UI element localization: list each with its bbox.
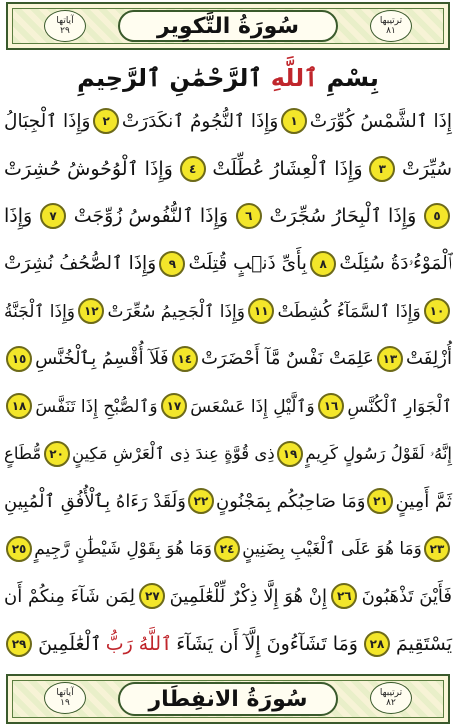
basmala-rahman-rahim: ٱلرَّحْمَٰنِ ٱلرَّحِيمِ: [77, 64, 263, 92]
verse-line: [4, 623, 452, 665]
ayah-number-marker: ١٦: [318, 393, 344, 419]
basmala-allah: ٱللَّهِ: [270, 64, 319, 92]
verse-text: فَلَآ أُقْسِمُ بِٱلْخُنَّسِ: [35, 348, 169, 369]
verse-text: ٱلْمَوْءُۥدَةُ سُئِلَتْ: [339, 253, 452, 274]
ayah-number-marker: ٢٥: [6, 536, 32, 562]
verse-text: مُّطَاعٍ: [4, 444, 42, 463]
surah-title: سُورَةُ التَّكوِير: [156, 13, 300, 39]
ayah-number-marker: ٤: [180, 156, 206, 182]
verse-text: وَإِذَا ٱلْبِحَارُ سُجِّرَتْ: [269, 205, 417, 227]
verse-line: [4, 290, 452, 332]
ayah-number-marker: ٢٣: [424, 536, 450, 562]
ayah-number-marker: ٧: [40, 203, 66, 229]
ayah-number-marker: ٢٧: [139, 583, 165, 609]
verse-text: وَإِذَا ٱلْعِشَارُ عُطِّلَتْ: [212, 157, 363, 180]
verse-line: [4, 148, 452, 190]
surah-order-label: ترتيبها: [379, 688, 403, 698]
ayah-number-marker: ٣: [369, 156, 395, 182]
verse-text: وَإِذَا ٱلسَّمَآءُ كُشِطَتْ: [277, 301, 421, 322]
ayah-number-marker: ٦: [236, 203, 262, 229]
surah-title-cartouche: [118, 682, 338, 716]
ayah-number-marker: ١٣: [377, 346, 403, 372]
ayah-number-marker: ١٢: [78, 298, 104, 324]
verse-text: إِذَا ٱلشَّمْسُ كُوِّرَتْ: [309, 110, 452, 132]
next-surah-banner: [6, 674, 450, 724]
verse-line: [4, 385, 452, 427]
verse-text: وَإِذَا ٱلْجَنَّةُ: [4, 301, 76, 322]
verse-line: [4, 243, 452, 285]
ayah-number-marker: ٨: [310, 251, 336, 277]
ayah-number-marker: ٥: [424, 203, 450, 229]
verse-text: وَإِذَا: [4, 205, 33, 227]
ayah-number-marker: ٢٢: [188, 488, 214, 514]
verse-text: لِمَن شَآءَ مِنكُمْ أَن: [4, 585, 136, 607]
ayah-number-marker: ١: [281, 108, 307, 134]
verse-text: ثَمَّ أَمِينٍ: [395, 490, 452, 512]
verse-count-label: آياتها: [56, 688, 74, 698]
verse-text: عَلِمَتْ نَفْسٌ مَّآ أَحْضَرَتْ: [200, 348, 374, 369]
verse-count-label: آياتها: [56, 16, 74, 26]
verse-text: إِنَّهُۥ لَقَوْلُ رَسُولٍ كَرِيمٍ: [305, 443, 452, 463]
ayah-number-marker: ١٩: [277, 441, 303, 467]
basmala: [0, 58, 456, 98]
verse-text: سُيِّرَتْ: [401, 157, 452, 180]
verse-text: ذِى قُوَّةٍ عِندَ ذِى ٱلْعَرْشِ مَكِينٍ: [71, 444, 275, 463]
verse-text: أُزْلِفَتْ: [406, 348, 452, 369]
verse-line: [4, 195, 452, 237]
surah-header-banner: [6, 2, 450, 50]
next-surah-title: سُورَةُ الانفِطَار: [148, 686, 308, 712]
verse-text: ٱلْعَٰلَمِينَ: [38, 632, 102, 655]
verse-line: [4, 100, 452, 142]
verse-line: [4, 433, 452, 475]
surah-order-medallion: [370, 682, 412, 714]
verse-count: ٢٩: [60, 26, 70, 36]
ayah-number-marker: ١٧: [161, 393, 187, 419]
ayah-number-marker: ٢٨: [364, 631, 390, 657]
verse-text: وَٱلَّيْلِ إِذَا عَسْعَسَ: [190, 396, 315, 417]
verse-line: [4, 528, 452, 570]
verse-text: وَإِذَا ٱلنُّجُومُ ٱنكَدَرَتْ: [121, 110, 279, 132]
verse-count-medallion: [44, 10, 86, 42]
ayah-number-marker: ٢٤: [214, 536, 240, 562]
ayah-number-marker: ٢٩: [6, 631, 32, 657]
ayah-number-marker: ٢: [93, 108, 119, 134]
ayah-number-marker: ١٤: [172, 346, 198, 372]
verse-line: [4, 480, 452, 522]
verse-line: [4, 575, 452, 617]
verse-text: إِنْ هُوَ إِلَّا ذِكْرٌ لِّلْعَٰلَمِينَ: [169, 585, 327, 607]
verse-text: وَمَا تَشَآءُونَ إِلَّآ أَن يَشَآءَ: [176, 632, 358, 655]
verse-text: ٱلْجَوَارِ ٱلْكُنَّسِ: [347, 396, 452, 417]
surah-order-label: ترتيبها: [379, 16, 403, 26]
verse-text: وَإِذَا ٱلْجِبَالُ: [4, 110, 91, 132]
verse-text: وَمَا هُوَ عَلَى ٱلْغَيْبِ بِضَنِينٍ: [242, 539, 422, 559]
verse-line: [4, 338, 452, 380]
basmala-bism: بِسْمِ: [326, 64, 379, 92]
verse-text: فَأَيْنَ تَذْهَبُونَ: [361, 585, 452, 607]
ayah-number-marker: ١٠: [424, 298, 450, 324]
verse-text: وَإِذَا ٱلصُّحُفُ نُشِرَتْ: [4, 253, 157, 274]
verse-text: يَسْتَقِيمَ: [396, 632, 452, 655]
ayah-number-marker: ١٥: [6, 346, 32, 372]
verse-count: ١٩: [60, 698, 70, 708]
surah-order: ٨١: [386, 26, 396, 36]
verse-text: وَإِذَا ٱلنُّفُوسُ زُوِّجَتْ: [73, 205, 229, 227]
ayah-number-marker: ١١: [248, 298, 274, 324]
ayah-number-marker: ١٨: [6, 393, 32, 419]
verse-text: وَمَا صَاحِبُكُم بِمَجْنُونٍ: [215, 490, 366, 512]
ayah-number-marker: ٢٠: [44, 441, 70, 467]
ayah-number-marker: ٢٦: [331, 583, 357, 609]
ayah-number-marker: ٩: [159, 251, 185, 277]
surah-order-medallion: [370, 10, 412, 42]
ayah-number-marker: ٢١: [367, 488, 393, 514]
verse-text: وَإِذَا ٱلْجَحِيمُ سُعِّرَتْ: [107, 301, 245, 322]
verse-text: وَإِذَا ٱلْوُحُوشُ حُشِرَتْ: [4, 157, 173, 180]
surah-order: ٨٢: [386, 698, 396, 708]
verse-count-medallion: [44, 682, 86, 714]
surah-title-cartouche: [118, 10, 338, 42]
verse-text: وَلَقَدْ رَءَاهُ بِٱلْأُفُقِ ٱلْمُبِينِ: [4, 490, 186, 512]
verse-text: بِأَىِّ ذَنۢبٍ قُتِلَتْ: [188, 253, 307, 274]
verse-text: وَمَا هُوَ بِقَوْلِ شَيْطَٰنٍ رَّجِيمٍ: [34, 538, 212, 559]
verse-text: وَٱلصُّبْحِ إِذَا تَنَفَّسَ: [35, 396, 158, 417]
divine-name-text: ٱللَّهُ رَبُّ: [105, 632, 173, 655]
